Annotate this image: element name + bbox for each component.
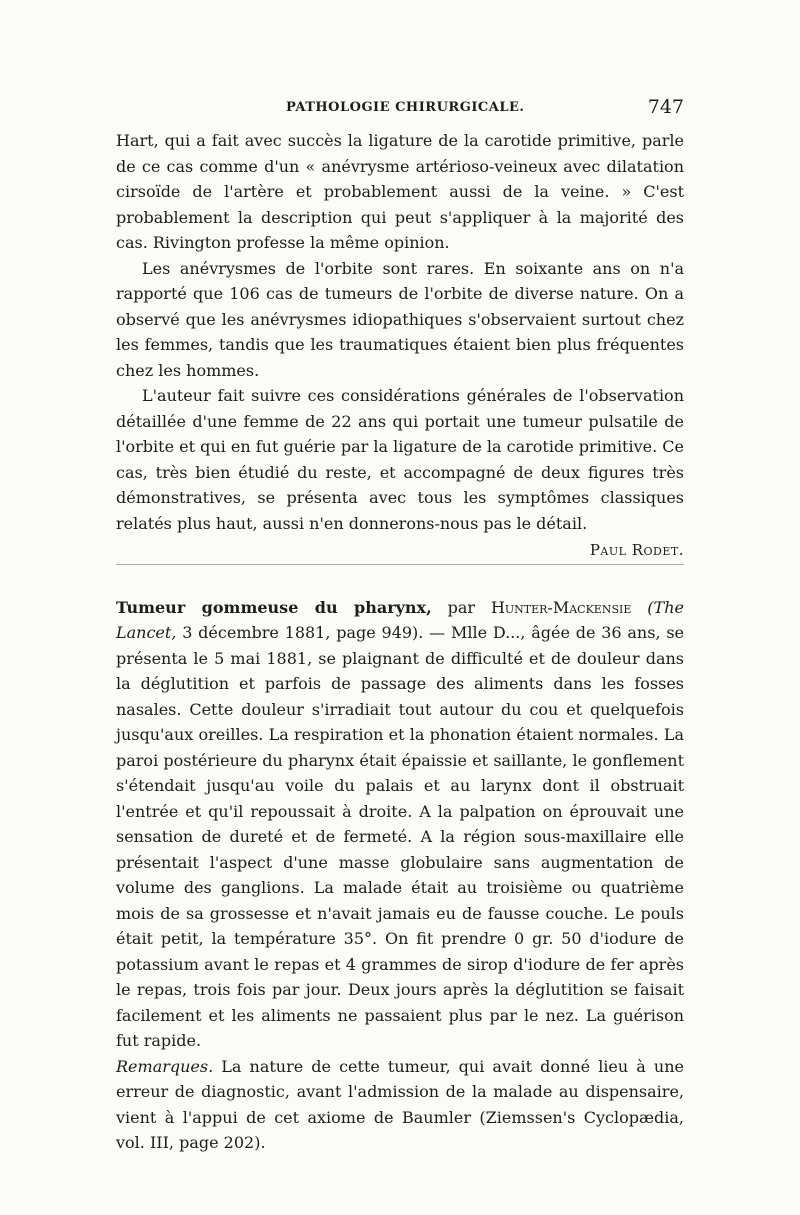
- paragraph-remarks: [116, 1054, 684, 1156]
- by-text: par: [431, 597, 491, 617]
- body-text: [116, 128, 684, 1156]
- section-separator: [116, 564, 684, 565]
- remarks-label: Remarques.: [116, 1056, 214, 1076]
- case-report: 3 décembre 1881, page 949). — Mlle D..., âgée de 36 ans, se présenta le 5 mai 1881, se plaignant de difficulté et de douleur dans la déglutition et parfois de passage des aliments dans les fosses nasales. Cette douleur s'irradiait tout autour du cou et quelquefois jusqu'aux oreilles. La respiration et la phonation étaient normales. La paroi postérieure du pharynx était épaissie et saillante, le gonflement s'étendait jusqu'au voile du palais et au larynx dont il obstruait l'entrée et qu'il repoussait à droite. A la palpation on éprouvait une sensation de dureté et de fermeté. A la région sous-maxillaire elle présentait l'aspect d'une masse globulaire sans augmentation de volume des ganglions. La malade était au troisième ou quatrième mois de sa grossesse et n'avait jamais eu de fausse couche. Le pouls était petit, la température 35°. On fit prendre 0 gr. 50 d'iodure de potassium avant le repas et 4 grammes de sirop d'iodure de fer après le repas, trois fois par jour. Deux jours après la déglutition se faisait facilement et les aliments ne passaient plus par le nez. La guérison fut rapide.: [116, 623, 684, 1050]
- article-author: Hunter-Mackensie: [490, 597, 632, 617]
- paragraph-hart: Hart, qui a fait avec succès la ligature de la carotide primitive, parle de ce cas comme d'un « anévrysme artérioso-veineux avec dilatation cirsoïde de l'artère et probablement aussi de la veine. » C'est probablement la description qui peut s'appliquer à la majorité des cas. Rivington professe la même opinion.: [116, 131, 684, 252]
- signature: Paul Rodet.: [589, 541, 684, 559]
- running-title: PATHOLOGIE CHIRURGICALE.: [286, 100, 525, 115]
- paragraph-observation: L'auteur fait suivre ces considérations générales de l'observation détaillée d'une femme de 22 ans qui portait une tumeur pulsatile de l'orbite et qui en fut guérie par la ligature de la carotide primitive. Ce cas, très bien étudié du reste, et accompagné de deux figures très démonstratives, se présenta avec tous les symptômes classiques relatés plus haut, aussi n'en donnerons-nous pas le détail.: [116, 386, 684, 533]
- journal-name: (The Lancet,: [116, 597, 684, 642]
- remarks-text: La nature de cette tumeur, qui avait donné lieu à une erreur de diagnostic, avant l'admission de la malade au dispensaire, vient à l'appui de cet axiome de Baumler (Ziemssen's Cyclopædia, vol. III, page 202).: [116, 1056, 684, 1152]
- running-head: [116, 96, 684, 122]
- paragraph-orbit-aneurysms: Les anévrysmes de l'orbite sont rares. En soixante ans on n'a rapporté que 106 cas de tumeurs de l'orbite de diverse nature. On a observé que les anévrysmes idiopathiques s'observaient surtout chez les femmes, tandis que les traumatiques étaient bien plus fréquentes chez les hommes.: [116, 258, 684, 380]
- page-number: 747: [647, 96, 684, 118]
- article-title: Tumeur gommeuse du pharynx,: [116, 597, 432, 617]
- paragraph-gumma: [116, 595, 684, 1054]
